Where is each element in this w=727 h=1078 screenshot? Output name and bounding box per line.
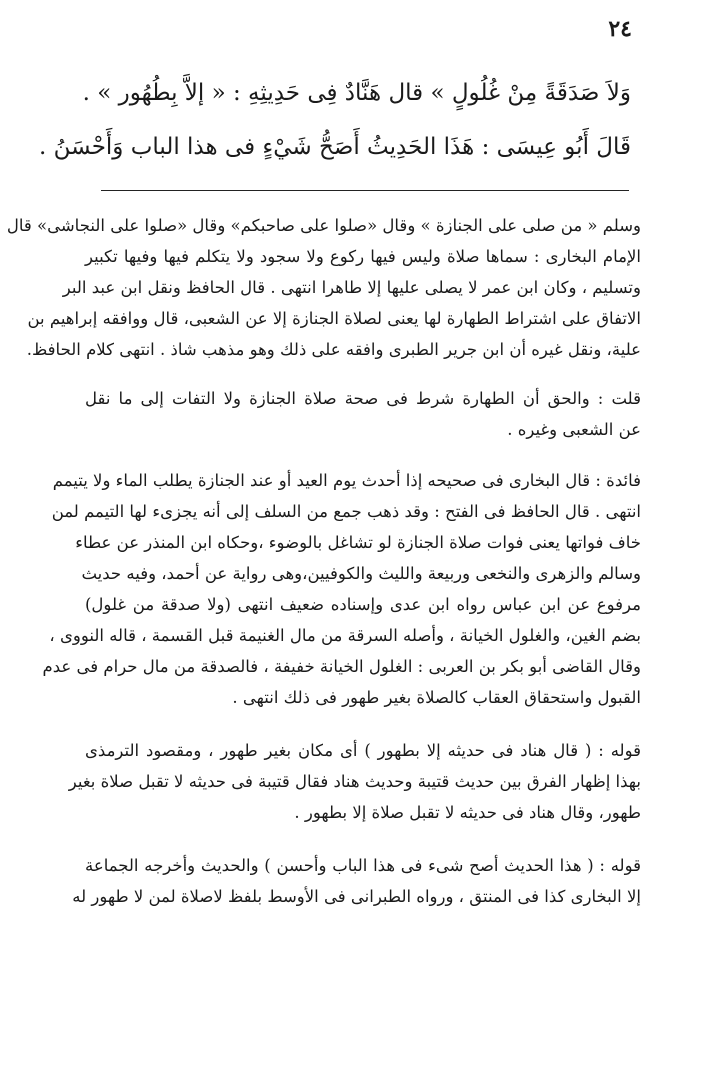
commentary-paragraph <box>72 850 641 912</box>
text-line: طهور، وقال هناد فى حديثه لا تقبل صلاة إلا بطهور . <box>294 803 641 822</box>
hadith-line: وَلاَ صَدَقَةً مِنْ غُلُولٍ » قال هَنَّادٌ فِى حَدِيثِهِ : « إلاَّ بِطُهُور » . <box>82 80 631 106</box>
text-line: وسالم والزهرى والنخعى وربيعة والليث والكوفيين،وهى رواية عن أحمد، وفيه حديث <box>81 564 641 583</box>
text-line: إلا البخارى كذا فى المنتق ، ورواه الطبرانى فى الأوسط بلفظ لاصلاة لمن لا طهور له <box>72 887 641 906</box>
text-line: بهذا إظهار الفرق بين حديث قتيبة وحديث هناد فقال قتيبة فى حديثه لا تقبل صلاة بغير <box>68 772 641 791</box>
commentary-paragraph <box>85 383 641 445</box>
hadith-line: قَالَ أَبُو عِيسَى : هَذَا الحَدِيثُ أَصَحُّ شَيْءٍ فى هذا الباب وَأَحْسَنُ . <box>39 134 631 160</box>
text-line: وسلم « من صلى على الجنازة » وقال «صلوا على صاحبكم» وقال «صلوا على النجاشى» قال <box>6 216 641 235</box>
commentary <box>6 210 641 932</box>
text-line: قوله : ( قال هناد فى حديثه إلا بطهور ) أى مكان بغير طهور ، ومقصود الترمذى <box>85 741 641 760</box>
text-line: علية، ونقل غيره أن ابن جرير الطبرى وافقه على ذلك وهو مذهب شاذ . انتهى كلام الحافظ. <box>26 340 641 359</box>
text-line: وقال القاضى أبو بكر بن العربى : الغلول الخيانة خفيفة ، فالصدقة من مال حرام فى عدم <box>42 657 641 676</box>
text-line: الإمام البخارى : سماها صلاة وليس فيها ركوع ولا سجود ولا يتكلم فيها وفيها تكبير <box>85 247 641 266</box>
text-line: القبول واستحقاق العقاب كالصلاة بغير طهور فى ذلك انتهى . <box>232 688 641 707</box>
section-divider <box>101 190 629 191</box>
hadith-main-text <box>39 66 631 174</box>
commentary-paragraph <box>6 210 641 365</box>
commentary-paragraph <box>42 465 641 713</box>
text-line: خاف فواتها يعنى فوات صلاة الجنازة لو تشاغل بالوضوء ،وحكاه ابن المنذر عن عطاء <box>75 533 641 552</box>
text-line: بضم الغين، والغلول الخيانة ، وأصله السرقة من مال الغنيمة قبل القسمة ، قاله النووى ، <box>49 626 641 645</box>
text-line: مرفوع عن ابن عباس رواه ابن عدى وإسناده ضعيف انتهى (ولا صدقة من غلول) <box>85 595 641 614</box>
text-line: قوله : ( هذا الحديث أصح شىء فى هذا الباب وأحسن ) والحديث وأخرجه الجماعة <box>85 856 641 875</box>
commentary-paragraph <box>68 735 641 828</box>
text-line: فائدة : قال البخارى فى صحيحه إذا أحدث يوم العيد أو عند الجنازة يطلب الماء ولا يتيمم <box>52 471 641 490</box>
page-number: ٢٤ <box>608 16 632 42</box>
text-line: قلت : والحق أن الطهارة شرط فى صحة صلاة الجنازة ولا التفات إلى ما نقل <box>85 389 641 408</box>
text-line: انتهى . قال الحافظ فى الفتح : وقد ذهب جمع من السلف إلى أنه يجزىء لها التيمم لمن <box>51 502 641 521</box>
text-line: الاتفاق على اشتراط الطهارة لها يعنى لصلاة الجنازة إلا عن الشعبى، قال ووافقه إبراهيم بن <box>27 309 641 328</box>
text-line: وتسليم ، وكان ابن عمر لا يصلى عليها إلا طاهرا انتهى . قال الحافظ ونقل ابن عبد البر <box>62 278 641 297</box>
text-line: عن الشعبى وغيره . <box>507 420 641 439</box>
